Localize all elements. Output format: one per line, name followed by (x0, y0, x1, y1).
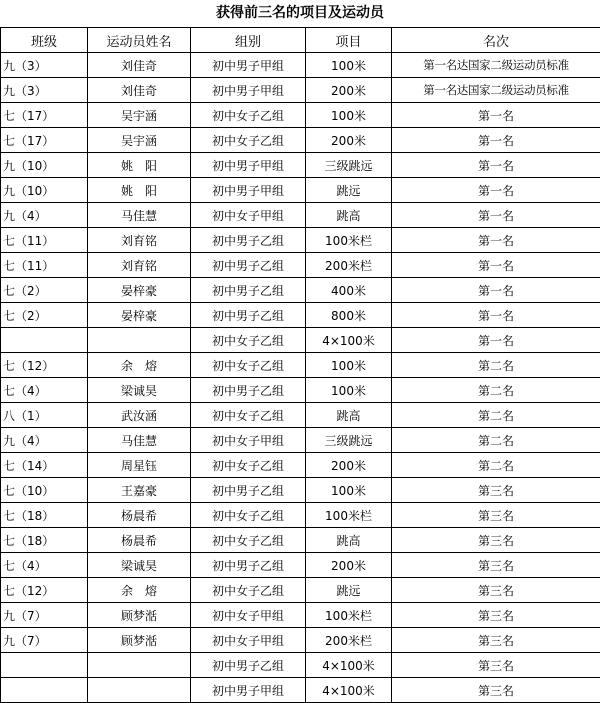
athlete-name-cell (88, 653, 191, 678)
column-header-rank: 名次 (392, 28, 600, 53)
event-cell: 200米栏 (306, 253, 392, 278)
class-cell: 九（10） (1, 153, 88, 178)
table-row (1, 203, 600, 228)
rank-cell: 第一名达国家二级运动员标准 (392, 78, 600, 103)
table-row (1, 153, 600, 178)
group-cell: 初中男子乙组 (191, 303, 306, 328)
group-cell: 初中男子乙组 (191, 553, 306, 578)
athlete-name-cell: 梁诚昊 (88, 378, 191, 403)
athlete-name-cell: 周星钰 (88, 453, 191, 478)
event-cell: 4×100米 (306, 328, 392, 353)
event-cell: 400米 (306, 278, 392, 303)
table-row (1, 603, 600, 628)
event-cell: 200米 (306, 78, 392, 103)
class-cell: 九（3） (1, 78, 88, 103)
group-cell: 初中男子甲组 (191, 78, 306, 103)
class-cell (1, 678, 88, 703)
event-cell: 三级跳远 (306, 428, 392, 453)
rank-cell: 第一名 (392, 228, 600, 253)
rank-cell: 第一名 (392, 153, 600, 178)
athlete-name-cell: 晏梓豪 (88, 303, 191, 328)
rank-cell: 第一名 (392, 253, 600, 278)
class-cell: 九（3） (1, 53, 88, 78)
class-cell: 九（4） (1, 428, 88, 453)
class-cell: 八（1） (1, 403, 88, 428)
athlete-name-cell: 马佳慧 (88, 203, 191, 228)
rank-cell: 第三名 (392, 553, 600, 578)
event-cell: 三级跳远 (306, 153, 392, 178)
class-cell: 七（4） (1, 553, 88, 578)
header-row (1, 28, 600, 53)
event-cell: 100米 (306, 378, 392, 403)
table-row (1, 628, 600, 653)
rank-cell: 第一名 (392, 128, 600, 153)
event-cell: 100米 (306, 103, 392, 128)
class-cell: 九（10） (1, 178, 88, 203)
table-row (1, 428, 600, 453)
rank-cell: 第一名 (392, 278, 600, 303)
rank-cell: 第二名 (392, 353, 600, 378)
rank-cell: 第一名 (392, 203, 600, 228)
table-row (1, 528, 600, 553)
column-header-event: 项目 (306, 28, 392, 53)
table-row (1, 103, 600, 128)
rank-cell: 第二名 (392, 403, 600, 428)
table-row (1, 503, 600, 528)
table-row (1, 278, 600, 303)
athlete-name-cell: 吴宇涵 (88, 103, 191, 128)
table-row (1, 478, 600, 503)
athlete-name-cell: 杨晨希 (88, 503, 191, 528)
table-row (1, 553, 600, 578)
group-cell: 初中女子乙组 (191, 328, 306, 353)
class-cell: 七（18） (1, 528, 88, 553)
athlete-name-cell: 王嘉豪 (88, 478, 191, 503)
table-row (1, 403, 600, 428)
event-cell: 4×100米 (306, 653, 392, 678)
class-cell: 七（4） (1, 378, 88, 403)
athlete-name-cell: 刘育铭 (88, 253, 191, 278)
athlete-name-cell (88, 678, 191, 703)
group-cell: 初中女子乙组 (191, 578, 306, 603)
athlete-name-cell: 姚 阳 (88, 153, 191, 178)
event-cell: 跳高 (306, 528, 392, 553)
athlete-name-cell: 晏梓豪 (88, 278, 191, 303)
table-title: 获得前三名的项目及运动员 (0, 0, 600, 27)
class-cell: 七（18） (1, 503, 88, 528)
table-row (1, 353, 600, 378)
table-body (1, 53, 600, 703)
athlete-name-cell: 武汝涵 (88, 403, 191, 428)
group-cell: 初中女子乙组 (191, 128, 306, 153)
athlete-name-cell: 余 熔 (88, 353, 191, 378)
class-cell: 七（14） (1, 453, 88, 478)
group-cell: 初中女子乙组 (191, 103, 306, 128)
group-cell: 初中男子乙组 (191, 228, 306, 253)
table-row (1, 53, 600, 78)
class-cell: 九（7） (1, 603, 88, 628)
athlete-name-cell (88, 328, 191, 353)
group-cell: 初中男子甲组 (191, 678, 306, 703)
event-cell: 800米 (306, 303, 392, 328)
column-header-athlete: 运动员姓名 (88, 28, 191, 53)
table-row (1, 178, 600, 203)
event-cell: 200米栏 (306, 628, 392, 653)
rank-cell: 第一名 (392, 178, 600, 203)
group-cell: 初中男子乙组 (191, 253, 306, 278)
group-cell: 初中男子甲组 (191, 153, 306, 178)
event-cell: 跳远 (306, 178, 392, 203)
class-cell: 七（11） (1, 228, 88, 253)
event-cell: 200米 (306, 453, 392, 478)
athlete-name-cell: 顾梦湉 (88, 603, 191, 628)
athlete-name-cell: 梁诚昊 (88, 553, 191, 578)
table-row (1, 228, 600, 253)
column-header-group: 组别 (191, 28, 306, 53)
group-cell: 初中男子甲组 (191, 178, 306, 203)
results-table (0, 27, 600, 703)
group-cell: 初中男子乙组 (191, 378, 306, 403)
column-header-class: 班级 (1, 28, 88, 53)
event-cell: 100米栏 (306, 503, 392, 528)
rank-cell: 第二名 (392, 428, 600, 453)
group-cell: 初中女子甲组 (191, 428, 306, 453)
rank-cell: 第三名 (392, 478, 600, 503)
rank-cell: 第三名 (392, 578, 600, 603)
class-cell: 七（10） (1, 478, 88, 503)
event-cell: 100米栏 (306, 603, 392, 628)
group-cell: 初中女子甲组 (191, 203, 306, 228)
rank-cell: 第一名达国家二级运动员标准 (392, 53, 600, 78)
rank-cell: 第一名 (392, 103, 600, 128)
class-cell: 七（17） (1, 103, 88, 128)
table-row (1, 578, 600, 603)
athlete-name-cell: 余 熔 (88, 578, 191, 603)
group-cell: 初中男子乙组 (191, 278, 306, 303)
rank-cell: 第三名 (392, 603, 600, 628)
event-cell: 100米 (306, 353, 392, 378)
group-cell: 初中女子乙组 (191, 403, 306, 428)
group-cell: 初中女子乙组 (191, 503, 306, 528)
event-cell: 4×100米 (306, 678, 392, 703)
group-cell: 初中男子甲组 (191, 53, 306, 78)
class-cell: 七（12） (1, 578, 88, 603)
athlete-name-cell: 杨晨希 (88, 528, 191, 553)
rank-cell: 第三名 (392, 653, 600, 678)
group-cell: 初中女子乙组 (191, 453, 306, 478)
table-row (1, 303, 600, 328)
table-row (1, 128, 600, 153)
group-cell: 初中女子乙组 (191, 528, 306, 553)
event-cell: 200米 (306, 553, 392, 578)
athlete-name-cell: 顾梦湉 (88, 628, 191, 653)
rank-cell: 第三名 (392, 528, 600, 553)
rank-cell: 第三名 (392, 678, 600, 703)
class-cell: 七（2） (1, 303, 88, 328)
group-cell: 初中女子乙组 (191, 353, 306, 378)
athlete-name-cell: 姚 阳 (88, 178, 191, 203)
group-cell: 初中女子甲组 (191, 603, 306, 628)
event-cell: 跳远 (306, 578, 392, 603)
athlete-name-cell: 马佳慧 (88, 428, 191, 453)
rank-cell: 第一名 (392, 328, 600, 353)
class-cell: 七（12） (1, 353, 88, 378)
event-cell: 跳高 (306, 203, 392, 228)
table-row (1, 328, 600, 353)
athlete-name-cell: 吴宇涵 (88, 128, 191, 153)
table-row (1, 653, 600, 678)
table-row (1, 678, 600, 703)
group-cell: 初中男子乙组 (191, 478, 306, 503)
class-cell: 九（7） (1, 628, 88, 653)
table-row (1, 378, 600, 403)
athlete-name-cell: 刘佳奇 (88, 53, 191, 78)
athlete-name-cell: 刘佳奇 (88, 78, 191, 103)
athlete-name-cell: 刘育铭 (88, 228, 191, 253)
event-cell: 跳高 (306, 403, 392, 428)
table-row (1, 253, 600, 278)
class-cell: 七（11） (1, 253, 88, 278)
class-cell (1, 653, 88, 678)
group-cell: 初中女子甲组 (191, 628, 306, 653)
event-cell: 100米 (306, 478, 392, 503)
class-cell (1, 328, 88, 353)
event-cell: 100米栏 (306, 228, 392, 253)
rank-cell: 第二名 (392, 378, 600, 403)
class-cell: 九（4） (1, 203, 88, 228)
rank-cell: 第一名 (392, 303, 600, 328)
group-cell: 初中男子乙组 (191, 653, 306, 678)
table-row (1, 78, 600, 103)
event-cell: 100米 (306, 53, 392, 78)
table-row (1, 453, 600, 478)
event-cell: 200米 (306, 128, 392, 153)
class-cell: 七（2） (1, 278, 88, 303)
rank-cell: 第二名 (392, 453, 600, 478)
rank-cell: 第三名 (392, 628, 600, 653)
rank-cell: 第三名 (392, 503, 600, 528)
class-cell: 七（17） (1, 128, 88, 153)
